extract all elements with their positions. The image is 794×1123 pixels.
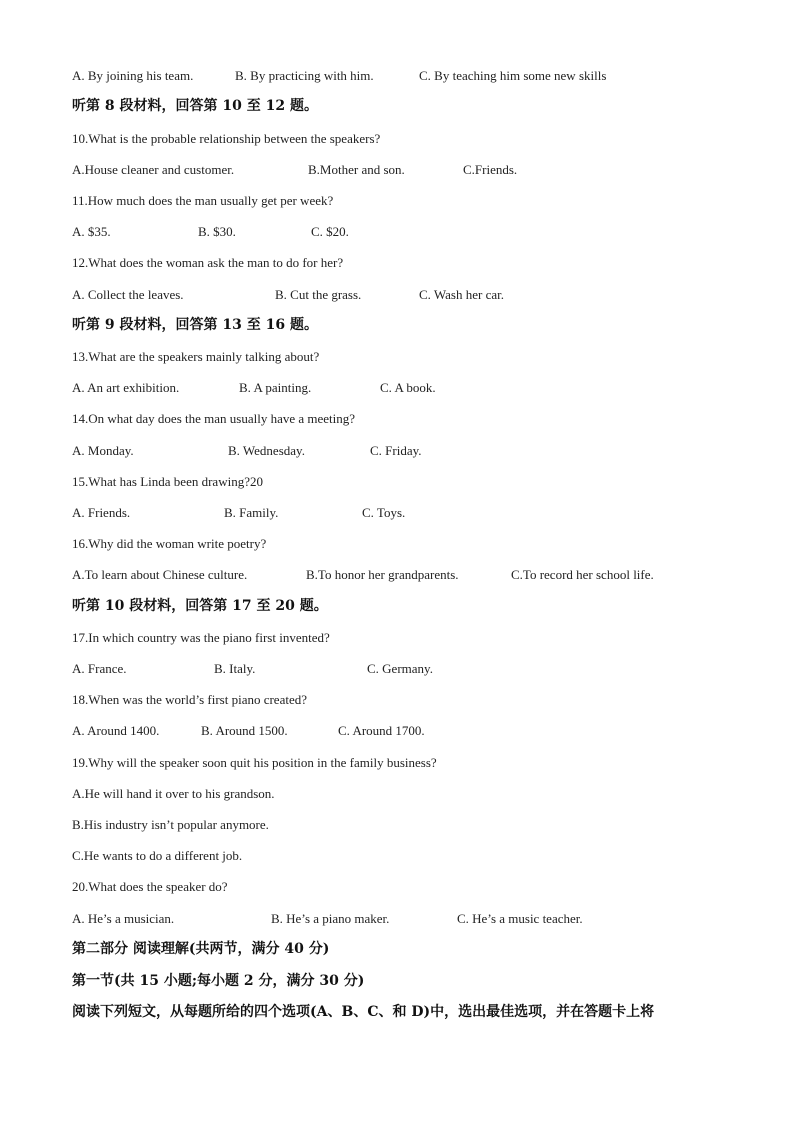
q17-option-a: A. France. (72, 661, 127, 676)
section-1-heading: 第一节(共 15 小题;每小题 2 分，满分 30 分) (72, 973, 365, 989)
q16-option-b: B.To honor her grandparents. (306, 567, 459, 582)
q11-option-a: A. $35. (72, 224, 111, 239)
q20-option-b: B. He’s a piano maker. (271, 911, 390, 926)
reading-instruction: 阅读下列短文，从每题所给的四个选项(A、B、C、和 D)中，选出最佳选项，并在答题卡上将 (72, 1004, 655, 1020)
q19-option-b: B.His industry isn’t popular anymore. (72, 817, 269, 832)
q11-option-b: B. $30. (198, 224, 236, 239)
q14-option-b: B. Wednesday. (228, 443, 305, 458)
q19-question: 19.Why will the speaker soon quit his position in the family business? (72, 755, 437, 770)
q12-option-c: C. Wash her car. (419, 287, 504, 302)
q19-option-a: A.He will hand it over to his grandson. (72, 786, 275, 801)
q12-question: 12.What does the woman ask the man to do for her? (72, 255, 344, 270)
q16-option-c: C.To record her school life. (511, 567, 654, 582)
q10-option-b: B.Mother and son. (308, 162, 405, 177)
q18-option-a: A. Around 1400. (72, 723, 160, 738)
section-9-heading: 听第 9 段材料，回答第 13 至 16 题。 (72, 317, 318, 333)
q17-option-b: B. Italy. (214, 661, 256, 676)
q17-question: 17.In which country was the piano first invented? (72, 630, 330, 645)
q15-question: 15.What has Linda been drawing?20 (72, 474, 263, 489)
q14-option-c: C. Friday. (370, 443, 422, 458)
q9-option-b: B. By practicing with him. (235, 68, 374, 83)
q13-option-b: B. A painting. (239, 380, 312, 395)
q16-option-a: A.To learn about Chinese culture. (72, 567, 248, 582)
q9-option-c: C. By teaching him some new skills (419, 68, 607, 83)
q13-option-c: C. A book. (380, 380, 436, 395)
q15-option-a: A. Friends. (72, 505, 131, 520)
q18-option-b: B. Around 1500. (201, 723, 288, 738)
q11-option-c: C. $20. (311, 224, 349, 239)
q20-question: 20.What does the speaker do? (72, 879, 228, 894)
q13-question: 13.What are the speakers mainly talking about? (72, 349, 320, 364)
part-2-heading: 第二部分 阅读理解(共两节，满分 40 分) (72, 941, 330, 957)
q10-option-a: A.House cleaner and customer. (72, 162, 235, 177)
q18-option-c: C. Around 1700. (338, 723, 425, 738)
q12-option-a: A. Collect the leaves. (72, 287, 184, 302)
q10-option-c: C.Friends. (463, 162, 518, 177)
q9-option-a: A. By joining his team. (72, 68, 194, 83)
q10-question: 10.What is the probable relationship between the speakers? (72, 131, 381, 146)
q12-option-b: B. Cut the grass. (275, 287, 362, 302)
section-8-heading: 听第 8 段材料，回答第 10 至 12 题。 (72, 98, 318, 114)
section-10-heading: 听第 10 段材料，回答第 17 至 20 题。 (72, 598, 328, 614)
q14-option-a: A. Monday. (72, 443, 134, 458)
q19-option-c: C.He wants to do a different job. (72, 848, 243, 863)
q20-option-c: C. He’s a music teacher. (457, 911, 583, 926)
q11-question: 11.How much does the man usually get per week? (72, 193, 334, 208)
q16-question: 16.Why did the woman write poetry? (72, 536, 267, 551)
q18-question: 18.When was the world’s first piano created? (72, 692, 308, 707)
q15-option-c: C. Toys. (362, 505, 406, 520)
q17-option-c: C. Germany. (367, 661, 433, 676)
q20-option-a: A. He’s a musician. (72, 911, 175, 926)
q13-option-a: A. An art exhibition. (72, 380, 180, 395)
q14-question: 14.On what day does the man usually have a meeting? (72, 411, 356, 426)
q15-option-b: B. Family. (224, 505, 279, 520)
